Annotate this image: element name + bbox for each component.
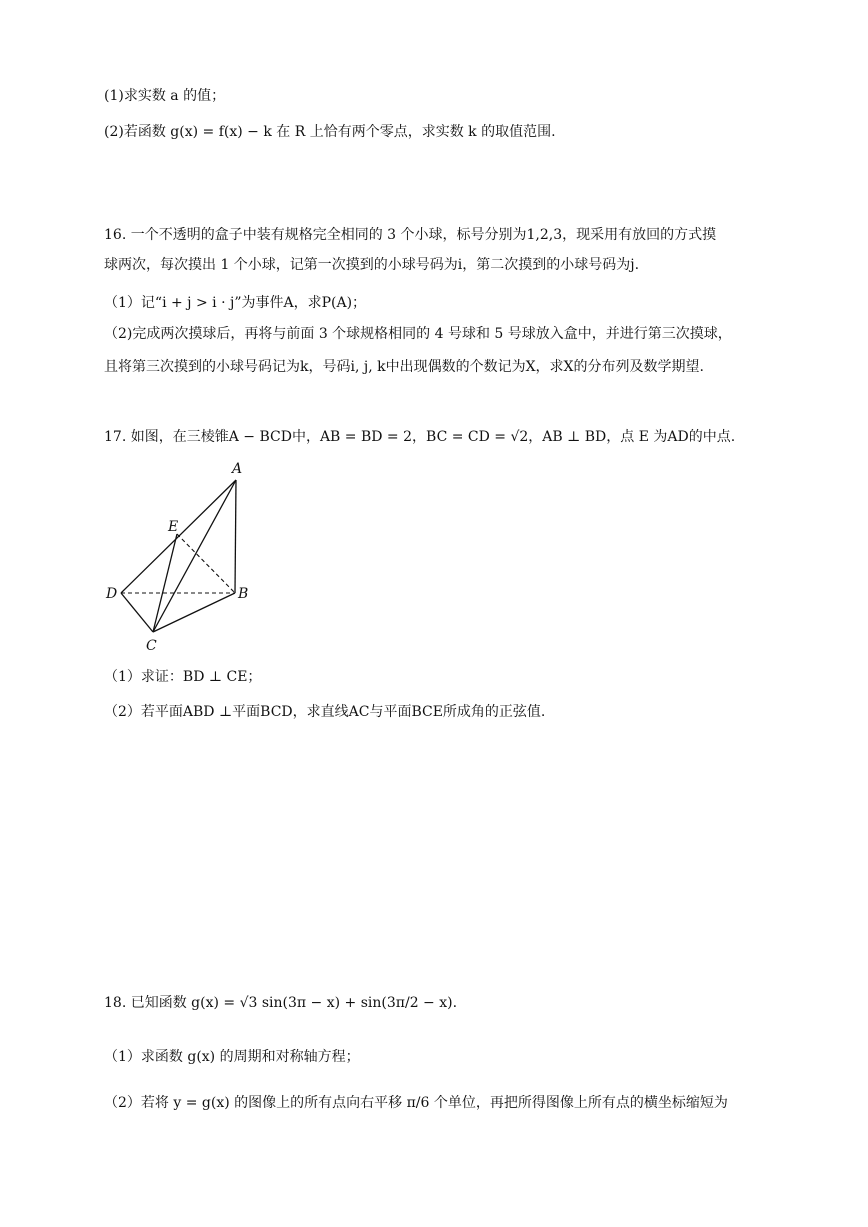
q16-stem-line1: 16. 一个不透明的盒子中装有规格完全相同的 3 个小球，标号分别为1,2,3，现采用有放回的方式摸 <box>104 227 717 243</box>
q16-part2-line2: 且将第三次摸到的小球号码记为k，号码i, j, k中出现偶数的个数记为X，求X的分布列及数学期望. <box>104 359 704 375</box>
edge-CB <box>153 593 235 632</box>
q16-part2-line1: （2)完成两次摸球后，再将与前面 3 个球规格相同的 4 号球和 5 号球放入盒中，并进行第三次摸球， <box>104 326 732 342</box>
q16-stem-line2: 球两次，每次摸出 1 个小球，记第一次摸到的小球号码为i，第二次摸到的小球号码为j. <box>104 257 640 273</box>
edge-AC <box>153 480 236 632</box>
q16-part1: （1）记“i + j > i · j”为事件A，求P(A)； <box>104 295 367 311</box>
q18-stem: 18. 已知函数 g(x) = √3 sin(3π − x) + sin(3π/2 − x). <box>104 995 458 1011</box>
q15-part1: (1)求实数 a 的值； <box>104 88 226 104</box>
vertex-label-A: A <box>232 461 243 477</box>
q18-part2: （2）若将 y = g(x) 的图像上的所有点向右平移 π/6 个单位，再把所得图像上所有点的横坐标缩短为 <box>104 1095 728 1111</box>
vertex-label-D: D <box>106 586 118 602</box>
edge-EB-hidden <box>177 534 235 593</box>
vertex-label-B: B <box>238 586 249 602</box>
vertex-label-C: C <box>146 638 157 654</box>
q15-part2: (2)若函数 g(x) = f(x) − k 在 R 上恰有两个零点，求实数 k 的取值范围. <box>104 124 556 140</box>
edge-DC <box>121 593 153 632</box>
edge-AB <box>235 480 236 593</box>
tetrahedron-diagram <box>98 455 268 655</box>
tetrahedron-figure <box>98 455 268 655</box>
q17-stem: 17. 如图，在三棱锥A − BCD中，AB = BD = 2，BC = CD = √2，AB ⊥ BD，点 E 为AD的中点. <box>104 429 736 445</box>
q18-part1: （1）求函数 g(x) 的周期和对称轴方程； <box>104 1049 360 1065</box>
q17-part2: （2）若平面ABD ⊥平面BCD，求直线AC与平面BCE所成角的正弦值. <box>104 704 546 720</box>
vertex-label-E: E <box>168 519 179 535</box>
edge-EC <box>153 534 177 632</box>
q17-part1: （1）求证：BD ⊥ CE； <box>104 669 262 685</box>
